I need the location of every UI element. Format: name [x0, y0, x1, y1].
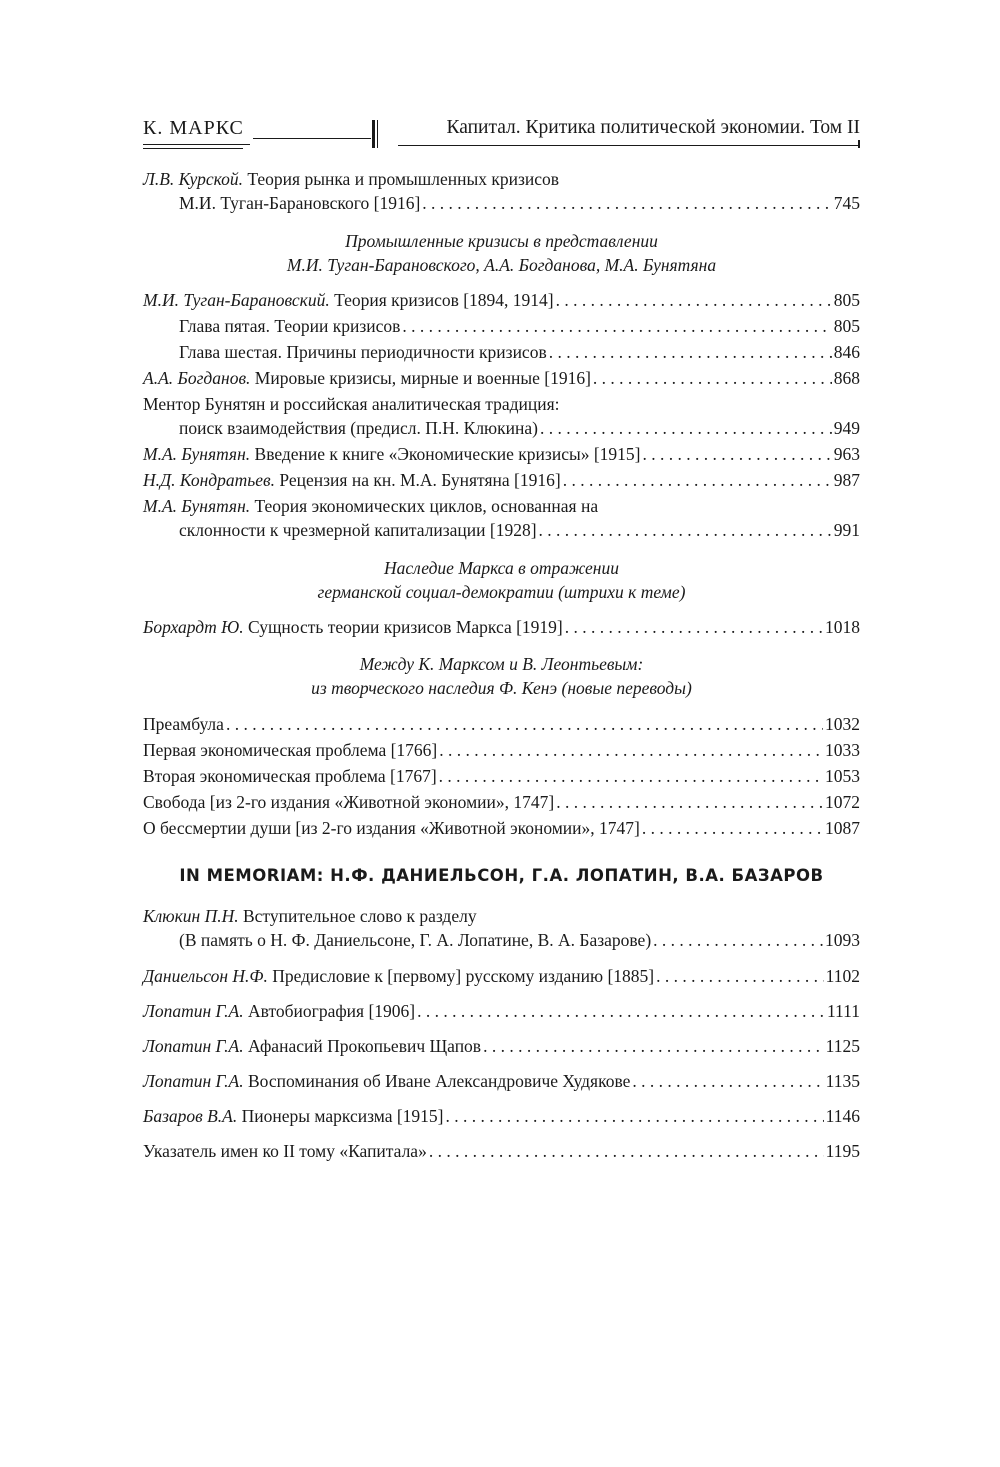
- toc-entry: [143, 1069, 860, 1093]
- leader-dots: [483, 1034, 824, 1058]
- header-divider: [372, 120, 375, 148]
- entry-title: Вступительное слово к разделу: [242, 906, 477, 926]
- entry-page: 1111: [826, 1001, 860, 1021]
- running-header: [143, 112, 860, 156]
- entry-page: 1093: [825, 930, 860, 950]
- leader-dots: [642, 816, 823, 840]
- entry-page: 745: [833, 193, 860, 213]
- leader-dots: [593, 366, 832, 390]
- section-heading-line: германской социал-демократии (штрихи к теме): [317, 582, 686, 602]
- section-heading-line: из творческого наследия Ф. Кенэ (новые переводы): [311, 678, 692, 698]
- section-heading: [143, 556, 860, 604]
- toc-entry: [143, 764, 860, 788]
- entry-title: Ментор Бунятян и российская аналитическая традиция:: [143, 394, 560, 414]
- entry-author: М.А. Бунятян.: [143, 444, 251, 464]
- toc-entry: [143, 1139, 860, 1163]
- entry-title: О бессмертии души [из 2-го издания «Животной экономии», 1747]: [143, 818, 640, 838]
- entry-page: 1072: [825, 792, 860, 812]
- entry-title: Афанасий Прокопьевич Щапов: [248, 1036, 482, 1056]
- entry-page: 846: [833, 342, 860, 362]
- entry-page: 1125: [825, 1036, 860, 1056]
- header-rule: [143, 144, 250, 145]
- leader-dots: [632, 1069, 823, 1093]
- header-rule: [398, 145, 860, 146]
- toc-entry: [143, 999, 860, 1023]
- entry-title: Автобиография [1906]: [248, 1001, 416, 1021]
- leader-dots: [643, 442, 832, 466]
- toc-entry: [143, 712, 860, 736]
- toc-entry: [143, 738, 860, 762]
- toc-entry: [143, 1034, 860, 1058]
- entry-title: Рецензия на кн. М.А. Бунятяна [1916]: [279, 470, 561, 490]
- entry-page: 1018: [825, 617, 860, 637]
- memoriam-heading: IN MEMORIAM: Н.Ф. ДАНИЕЛЬСОН, Г.А. ЛОПАТИН, В.А. БАЗАРОВ: [179, 866, 824, 885]
- entry-title: Первая экономическая проблема [1766]: [143, 740, 438, 760]
- header-rule: [143, 148, 243, 149]
- entry-title: Воспоминания об Иване Александровиче Худякове: [248, 1071, 631, 1091]
- leader-dots: [539, 518, 832, 542]
- entry-page: 1195: [825, 1141, 860, 1161]
- leader-dots: [565, 615, 823, 639]
- entry-author: Лопатин Г.А.: [143, 1071, 244, 1091]
- toc-entry: [143, 816, 860, 840]
- toc-entry: [143, 442, 860, 466]
- entry-title: Введение к книге «Экономические кризисы» [1915]: [254, 444, 641, 464]
- entry-author: Лопатин Г.А.: [143, 1036, 244, 1056]
- entry-title: Предисловие к [первому] русскому изданию [1885]: [272, 966, 655, 986]
- entry-title: Преамбула: [143, 714, 224, 734]
- section-heading: [143, 652, 860, 700]
- toc-entry: [143, 366, 860, 390]
- entry-title: Пионеры марксизма [1915]: [241, 1106, 444, 1126]
- header-divider: [377, 120, 378, 148]
- leader-dots: [402, 314, 831, 338]
- entry-title-cont: поиск взаимодействия (предисл. П.Н. Клюкина): [179, 418, 538, 438]
- entry-title: Теория рынка и промышленных кризисов: [247, 169, 560, 189]
- toc-entry: [143, 288, 860, 312]
- leader-dots: [429, 1139, 824, 1163]
- entry-title-cont: (В память о Н. Ф. Даниельсоне, Г. А. Лопатине, В. А. Базарове): [179, 930, 652, 950]
- entry-page: 963: [833, 444, 860, 464]
- entry-author: Лопатин Г.А.: [143, 1001, 244, 1021]
- leader-dots: [556, 288, 832, 312]
- leader-dots: [439, 764, 823, 788]
- entry-page: 1087: [825, 818, 860, 838]
- leader-dots: [417, 999, 825, 1023]
- entry-page: 1146: [825, 1106, 860, 1126]
- toc-entry: [143, 494, 860, 542]
- section-heading-line: Между К. Марксом и В. Леонтьевым:: [359, 654, 644, 674]
- leader-dots: [226, 712, 823, 736]
- entry-title: Свобода [из 2-го издания «Животной экономии», 1747]: [143, 792, 555, 812]
- entry-page: 1033: [825, 740, 860, 760]
- header-rule-tick: [858, 140, 860, 148]
- entry-title-cont: склонности к чрезмерной капитализации [1928]: [179, 520, 537, 540]
- toc-entry: [143, 1104, 860, 1128]
- section-heading-line: Промышленные кризисы в представлении: [345, 231, 658, 251]
- entry-author: Клюкин П.Н.: [143, 906, 239, 926]
- entry-page: 1032: [825, 714, 860, 734]
- entry-title: Вторая экономическая проблема [1767]: [143, 766, 437, 786]
- entry-page: 949: [833, 418, 860, 438]
- entry-author: М.И. Туган-Барановский.: [143, 290, 330, 310]
- toc-entry: [143, 314, 860, 338]
- entry-page: 1135: [825, 1071, 860, 1091]
- entry-author: Базаров В.А.: [143, 1106, 238, 1126]
- toc-entry: [143, 468, 860, 492]
- entry-author: Борхардт Ю.: [143, 617, 244, 637]
- toc-entry: [143, 964, 860, 988]
- entry-page: 987: [833, 470, 860, 490]
- leader-dots: [563, 468, 832, 492]
- section-heading: [143, 229, 860, 277]
- section-heading-line: Наследие Маркса в отражении: [384, 558, 619, 578]
- entry-page: 991: [833, 520, 860, 540]
- entry-title: Указатель имен ко II тому «Капитала»: [143, 1141, 427, 1161]
- entry-title: Теория кризисов [1894, 1914]: [334, 290, 554, 310]
- entry-page: 868: [833, 368, 860, 388]
- header-author: К. МАРКС: [143, 117, 244, 139]
- leader-dots: [439, 738, 823, 762]
- leader-dots: [422, 191, 831, 215]
- table-of-contents: [143, 167, 860, 1163]
- leader-dots: [446, 1104, 824, 1128]
- header-title: Капитал. Критика политической экономии. Том II: [446, 117, 860, 138]
- entry-page: 805: [833, 290, 860, 310]
- entry-author: Л.В. Курской.: [143, 169, 243, 189]
- entry-author: Н.Д. Кондратьев.: [143, 470, 275, 490]
- toc-entry: [143, 167, 860, 215]
- entry-title: Глава шестая. Причины периодичности кризисов: [179, 342, 547, 362]
- toc-entry: [143, 615, 860, 639]
- toc-entry: [143, 790, 860, 814]
- leader-dots: [540, 416, 832, 440]
- entry-author: А.А. Богданов.: [143, 368, 251, 388]
- toc-entry: [143, 392, 860, 440]
- entry-title: Сущность теории кризисов Маркса [1919]: [247, 617, 563, 637]
- entry-page: 1053: [825, 766, 860, 786]
- entry-page: 805: [833, 316, 860, 336]
- toc-entry: [143, 904, 860, 952]
- entry-title-cont: М.И. Туган-Барановского [1916]: [179, 193, 421, 213]
- leader-dots: [653, 928, 823, 952]
- leader-dots: [556, 790, 823, 814]
- section-heading-line: М.И. Туган-Барановского, А.А. Богданова, М.А. Бунятяна: [286, 255, 717, 275]
- entry-title: Теория экономических циклов, основанная на: [254, 496, 599, 516]
- entry-page: 1102: [825, 966, 860, 986]
- entry-title: Глава пятая. Теории кризисов: [179, 316, 401, 336]
- toc-entry: [143, 340, 860, 364]
- entry-title: Мировые кризисы, мирные и военные [1916]: [254, 368, 591, 388]
- entry-author: М.А. Бунятян.: [143, 496, 251, 516]
- leader-dots: [549, 340, 832, 364]
- leader-dots: [656, 964, 824, 988]
- header-rule: [253, 138, 371, 139]
- entry-author: Даниельсон Н.Ф.: [143, 966, 268, 986]
